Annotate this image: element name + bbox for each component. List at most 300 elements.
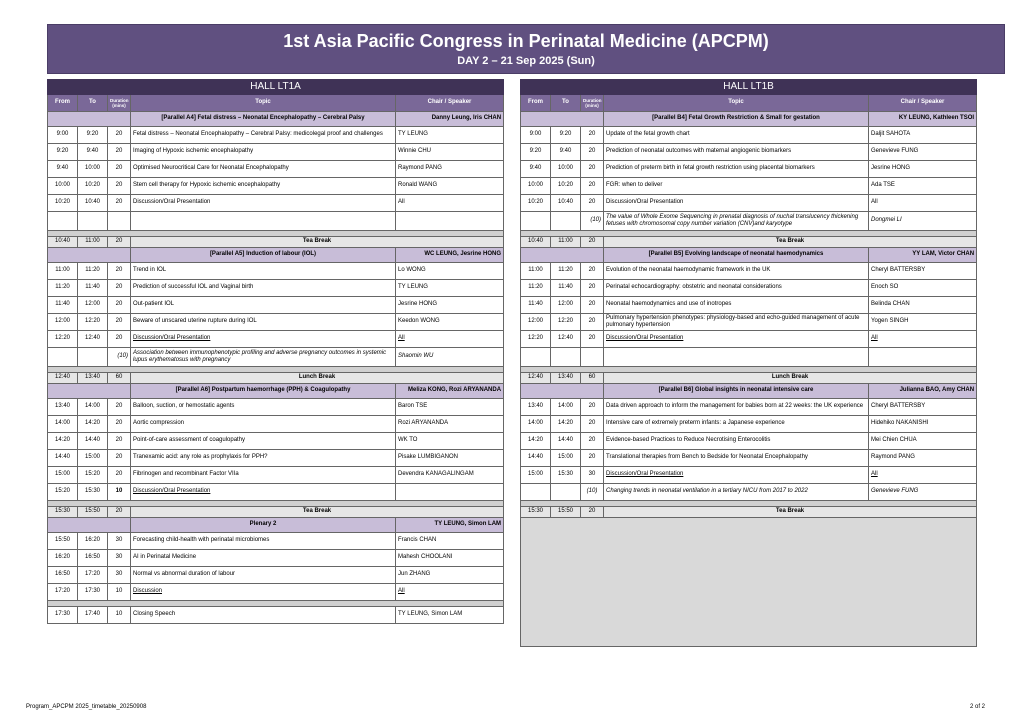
speaker xyxy=(396,484,504,501)
session-spacer xyxy=(521,384,604,399)
time-from: 15:30 xyxy=(48,507,78,518)
time-to: 12:20 xyxy=(78,314,108,331)
time-from: 14:00 xyxy=(48,416,78,433)
schedule-row xyxy=(48,384,504,399)
speaker: WK TO xyxy=(396,433,504,450)
break-label: Lunch Break xyxy=(131,373,504,384)
time-from: 15:00 xyxy=(48,467,78,484)
topic: Evolution of the neonatal haemodynamic framework in the UK xyxy=(604,263,869,280)
session-spacer xyxy=(521,248,604,263)
time-to: 14:40 xyxy=(78,433,108,450)
time-from: 11:20 xyxy=(48,280,78,297)
time-from: 15:00 xyxy=(521,467,551,484)
duration: 20 xyxy=(581,399,604,416)
hall-name: HALL LT1A xyxy=(48,80,504,95)
speaker: Mei Chien CHUA xyxy=(869,433,977,450)
time-to: 15:20 xyxy=(78,467,108,484)
page-title: 1st Asia Pacific Congress in Perinatal Medicine (APCPM) xyxy=(283,31,769,51)
duration: 20 xyxy=(108,144,131,161)
column-header-duration: Duration (mins) xyxy=(581,95,604,112)
duration: (10) xyxy=(108,348,131,367)
schedule-row xyxy=(521,178,977,195)
time-from: 17:20 xyxy=(48,584,78,601)
schedule-row xyxy=(521,507,977,518)
schedule-row xyxy=(48,467,504,484)
speaker: TY LEUNG, Simon LAM xyxy=(396,607,504,624)
time-to: 15:00 xyxy=(78,450,108,467)
speaker: Jesrine HONG xyxy=(396,297,504,314)
time-to: 16:50 xyxy=(78,550,108,567)
speaker: Shaomin WU xyxy=(396,348,504,367)
topic: Translational therapies from Bench to Bedside for Neonatal Encephalopathy xyxy=(604,450,869,467)
time-to: 11:20 xyxy=(551,263,581,280)
column-header-chair: Chair / Speaker xyxy=(869,95,977,112)
time-from: 14:20 xyxy=(48,433,78,450)
time-to: 17:40 xyxy=(78,607,108,624)
speaker: Genevieve FUNG xyxy=(869,484,977,501)
time-to: 10:00 xyxy=(551,161,581,178)
time-to: 11:20 xyxy=(78,263,108,280)
duration: 10 xyxy=(108,584,131,601)
column-header-from: From xyxy=(48,95,78,112)
schedule-row xyxy=(521,467,977,484)
topic: Discussion/Oral Presentation xyxy=(131,484,396,501)
speaker: Genevieve FUNG xyxy=(869,144,977,161)
column-header-to: To xyxy=(551,95,581,112)
time-from: 11:40 xyxy=(521,297,551,314)
speaker: Ada TSE xyxy=(869,178,977,195)
session-title: Plenary 2 xyxy=(131,518,396,533)
schedule-row xyxy=(521,248,977,263)
speaker: All xyxy=(396,331,504,348)
schedule-row xyxy=(521,484,977,501)
schedule-row xyxy=(521,280,977,297)
topic: Forecasting child-health with perinatal microbiomes xyxy=(131,533,396,550)
session-spacer xyxy=(48,248,131,263)
speaker: Raymond PANG xyxy=(869,450,977,467)
speaker: Raymond PANG xyxy=(396,161,504,178)
duration: 30 xyxy=(108,533,131,550)
time-to xyxy=(78,212,108,231)
topic: Discussion/Oral Presentation xyxy=(604,195,869,212)
time-from: 16:50 xyxy=(48,567,78,584)
schedule-row xyxy=(48,144,504,161)
topic: Closing Speech xyxy=(131,607,396,624)
session-chairs: WC LEUNG, Jesrine HONG xyxy=(396,248,504,263)
time-from: 11:40 xyxy=(48,297,78,314)
duration: 20 xyxy=(108,161,131,178)
session-chairs: YY LAM, Victor CHAN xyxy=(869,248,977,263)
schedule-row xyxy=(48,314,504,331)
column-header-topic: Topic xyxy=(131,95,396,112)
schedule-row xyxy=(521,331,977,348)
duration: 20 xyxy=(108,450,131,467)
duration: 20 xyxy=(581,507,604,518)
schedule-row xyxy=(521,416,977,433)
time-from: 15:30 xyxy=(521,507,551,518)
topic: Prediction of successful IOL and Vaginal birth xyxy=(131,280,396,297)
duration: 20 xyxy=(581,416,604,433)
speaker: TY LEUNG xyxy=(396,280,504,297)
schedule-row xyxy=(48,263,504,280)
duration: 20 xyxy=(108,507,131,518)
schedule-row xyxy=(521,112,977,127)
time-to: 11:00 xyxy=(551,237,581,248)
hall-name: HALL LT1B xyxy=(521,80,977,95)
page-banner xyxy=(47,24,1005,74)
topic: Beware of unscared uterine rupture during IOL xyxy=(131,314,396,331)
duration: 20 xyxy=(108,467,131,484)
schedule-row xyxy=(521,433,977,450)
duration: 30 xyxy=(108,550,131,567)
time-to: 9:20 xyxy=(551,127,581,144)
time-to: 10:40 xyxy=(551,195,581,212)
duration: 20 xyxy=(108,433,131,450)
schedule-row xyxy=(521,212,977,231)
speaker: Yogen SINGH xyxy=(869,314,977,331)
topic: Normal vs abnormal duration of labour xyxy=(131,567,396,584)
schedule-row xyxy=(48,507,504,518)
speaker: All xyxy=(396,584,504,601)
schedule-row xyxy=(521,399,977,416)
time-to: 10:00 xyxy=(78,161,108,178)
footer-filename: Program_APCPM 2025_timetable_20250908 xyxy=(26,704,147,710)
topic: Stem cell therapy for Hypoxic ischemic encephalopathy xyxy=(131,178,396,195)
time-to xyxy=(551,348,581,367)
time-from: 12:00 xyxy=(48,314,78,331)
time-to: 10:20 xyxy=(551,178,581,195)
duration: 30 xyxy=(108,567,131,584)
schedule-row xyxy=(521,297,977,314)
duration: 20 xyxy=(581,237,604,248)
time-from: 11:20 xyxy=(521,280,551,297)
schedule-row xyxy=(521,348,977,367)
session-title: [Parallel A4] Fetal distress – Neonatal Encephalopathy – Cerebral Palsy xyxy=(131,112,396,127)
speaker: Daljit SAHOTA xyxy=(869,127,977,144)
time-from: 12:20 xyxy=(48,331,78,348)
time-to: 9:40 xyxy=(551,144,581,161)
empty-area xyxy=(521,518,977,647)
schedule-row xyxy=(48,331,504,348)
column-header-to: To xyxy=(78,95,108,112)
time-to: 15:00 xyxy=(551,450,581,467)
schedule-row xyxy=(521,450,977,467)
speaker: Francis CHAN xyxy=(396,533,504,550)
duration: 20 xyxy=(581,280,604,297)
duration: 20 xyxy=(581,178,604,195)
session-title: [Parallel A6] Postpartum haemorrhage (PPH) & Coagulopathy xyxy=(131,384,396,399)
topic: Fetal distress – Neonatal Encephalopathy – Cerebral Palsy: medicolegal proof and challenges xyxy=(131,127,396,144)
break-label: Lunch Break xyxy=(604,373,977,384)
speaker: Jun ZHANG xyxy=(396,567,504,584)
session-spacer xyxy=(48,518,131,533)
time-to: 9:40 xyxy=(78,144,108,161)
time-from: 13:40 xyxy=(521,399,551,416)
duration: 20 xyxy=(108,263,131,280)
time-from: 15:20 xyxy=(48,484,78,501)
duration: 20 xyxy=(108,127,131,144)
schedule-row xyxy=(521,384,977,399)
time-from: 9:20 xyxy=(48,144,78,161)
column-header-from: From xyxy=(521,95,551,112)
time-to: 11:00 xyxy=(78,237,108,248)
duration: (10) xyxy=(581,484,604,501)
speaker: Mahesh CHOOLANI xyxy=(396,550,504,567)
topic xyxy=(604,348,869,367)
duration: 20 xyxy=(581,144,604,161)
topic: Trend in IOL xyxy=(131,263,396,280)
duration: 10 xyxy=(108,484,131,501)
time-from: 9:00 xyxy=(521,127,551,144)
duration xyxy=(108,212,131,231)
duration: 20 xyxy=(581,161,604,178)
time-from xyxy=(48,348,78,367)
topic: Prediction of neonatal outcomes with maternal angiogenic biomarkers xyxy=(604,144,869,161)
speaker: All xyxy=(869,467,977,484)
time-from: 11:00 xyxy=(48,263,78,280)
time-from: 9:40 xyxy=(48,161,78,178)
topic: Discussion/Oral Presentation xyxy=(131,331,396,348)
time-to: 10:20 xyxy=(78,178,108,195)
time-from: 10:20 xyxy=(48,195,78,212)
topic: Changing trends in neonatal ventilation in a tertiary NICU from 2017 to 2022 xyxy=(604,484,869,501)
schedule-row xyxy=(48,433,504,450)
time-to: 17:30 xyxy=(78,584,108,601)
schedule-row xyxy=(48,450,504,467)
schedule-row xyxy=(48,518,504,533)
topic: Balloon, suction, or hemostatic agents xyxy=(131,399,396,416)
time-to: 9:20 xyxy=(78,127,108,144)
topic: FGR: when to deliver xyxy=(604,178,869,195)
session-chairs: Danny Leung, Iris CHAN xyxy=(396,112,504,127)
speaker: Devendra KANAGALINGAM xyxy=(396,467,504,484)
time-to xyxy=(551,212,581,231)
schedule-row xyxy=(521,373,977,384)
session-chairs: Meliza KONG, Rozi ARYANANDA xyxy=(396,384,504,399)
topic: Tranexamic acid: any role as prophylaxis for PPH? xyxy=(131,450,396,467)
time-from xyxy=(48,212,78,231)
schedule-row xyxy=(521,263,977,280)
topic: Evidence-based Practices to Reduce Necrotising Enterocolitis xyxy=(604,433,869,450)
speaker: All xyxy=(869,195,977,212)
column-header-topic: Topic xyxy=(604,95,869,112)
schedule-row xyxy=(48,212,504,231)
time-from xyxy=(521,212,551,231)
schedule-row xyxy=(48,484,504,501)
duration: 20 xyxy=(581,297,604,314)
topic: Discussion/Oral Presentation xyxy=(131,195,396,212)
duration: 20 xyxy=(108,280,131,297)
schedule-row xyxy=(521,518,977,647)
time-from: 12:40 xyxy=(48,373,78,384)
duration: 30 xyxy=(581,467,604,484)
duration xyxy=(581,348,604,367)
speaker: Winnie CHU xyxy=(396,144,504,161)
session-chairs: Julianna BAO, Amy CHAN xyxy=(869,384,977,399)
column-header-chair: Chair / Speaker xyxy=(396,95,504,112)
topic: Neonatal haemodynamics and use of inotropes xyxy=(604,297,869,314)
time-to: 12:40 xyxy=(78,331,108,348)
speaker: Cheryl BATTERSBY xyxy=(869,399,977,416)
schedule-row xyxy=(48,416,504,433)
time-from: 16:20 xyxy=(48,550,78,567)
time-to: 14:00 xyxy=(551,399,581,416)
time-to: 14:20 xyxy=(551,416,581,433)
time-from xyxy=(521,484,551,501)
duration: 20 xyxy=(581,314,604,331)
session-title: [Parallel A5] Induction of labour (IOL) xyxy=(131,248,396,263)
topic: Point-of-care assessment of coagulopathy xyxy=(131,433,396,450)
page-subtitle: DAY 2 – 21 Sep 2025 (Sun) xyxy=(457,55,595,67)
time-from: 10:20 xyxy=(521,195,551,212)
topic: Aortic compression xyxy=(131,416,396,433)
time-to: 11:40 xyxy=(551,280,581,297)
speaker: Enoch SO xyxy=(869,280,977,297)
time-from: 10:00 xyxy=(521,178,551,195)
time-to xyxy=(78,348,108,367)
duration: 20 xyxy=(108,297,131,314)
duration: 20 xyxy=(108,178,131,195)
time-from: 9:00 xyxy=(48,127,78,144)
duration: 20 xyxy=(581,433,604,450)
topic: Data driven approach to inform the management for babies born at 22 weeks: the UK experience xyxy=(604,399,869,416)
time-from: 13:40 xyxy=(48,399,78,416)
schedule-row xyxy=(521,314,977,331)
time-from: 9:40 xyxy=(521,161,551,178)
speaker: Belinda CHAN xyxy=(869,297,977,314)
duration: 20 xyxy=(581,331,604,348)
speaker: Lo WONG xyxy=(396,263,504,280)
schedule-row xyxy=(48,248,504,263)
time-from: 14:40 xyxy=(521,450,551,467)
time-from: 17:30 xyxy=(48,607,78,624)
session-title: [Parallel B4] Fetal Growth Restriction & Small for gestation xyxy=(604,112,869,127)
schedule-row xyxy=(48,280,504,297)
time-from: 14:00 xyxy=(521,416,551,433)
topic: Discussion/Oral Presentation xyxy=(604,331,869,348)
schedule-row xyxy=(48,112,504,127)
speaker: All xyxy=(396,195,504,212)
hall-table-lt1b xyxy=(520,79,977,647)
topic: Perinatal echocardiography: obstetric and neonatal considerations xyxy=(604,280,869,297)
schedule-row xyxy=(521,144,977,161)
break-label: Tea Break xyxy=(131,237,504,248)
hall-table-lt1a xyxy=(47,79,504,624)
duration: 20 xyxy=(108,399,131,416)
topic: Out-patient IOL xyxy=(131,297,396,314)
topic xyxy=(131,212,396,231)
session-spacer xyxy=(48,384,131,399)
time-to: 12:40 xyxy=(551,331,581,348)
schedule-row xyxy=(48,607,504,624)
duration: 20 xyxy=(108,237,131,248)
schedule-row xyxy=(48,533,504,550)
speaker: Rozi ARYANANDA xyxy=(396,416,504,433)
topic: Pulmonary hypertension phenotypes: physiology-based and echo-guided management of acute pulmonary hypertension xyxy=(604,314,869,331)
topic: AI in Perinatal Medicine xyxy=(131,550,396,567)
time-to: 17:20 xyxy=(78,567,108,584)
speaker: Pisake LUMBIGANON xyxy=(396,450,504,467)
session-title: [Parallel B5] Evolving landscape of neonatal haemodynamics xyxy=(604,248,869,263)
time-to: 15:30 xyxy=(551,467,581,484)
schedule-row xyxy=(48,297,504,314)
time-from: 12:20 xyxy=(521,331,551,348)
break-label: Tea Break xyxy=(604,507,977,518)
speaker: Baron TSE xyxy=(396,399,504,416)
topic: Update of the fetal growth chart xyxy=(604,127,869,144)
time-from: 12:00 xyxy=(521,314,551,331)
time-to: 14:00 xyxy=(78,399,108,416)
schedule-row xyxy=(521,195,977,212)
duration: 20 xyxy=(581,195,604,212)
time-to: 13:40 xyxy=(78,373,108,384)
break-label: Tea Break xyxy=(604,237,977,248)
time-from: 15:50 xyxy=(48,533,78,550)
duration: 60 xyxy=(108,373,131,384)
topic: Imaging of Hypoxic ischemic encephalopathy xyxy=(131,144,396,161)
duration: 20 xyxy=(581,263,604,280)
topic: Intensive care of extremely preterm infants: a Japanese experience xyxy=(604,416,869,433)
time-to: 12:00 xyxy=(78,297,108,314)
time-to: 11:40 xyxy=(78,280,108,297)
time-to: 12:00 xyxy=(551,297,581,314)
break-label: Tea Break xyxy=(131,507,504,518)
time-from: 10:40 xyxy=(521,237,551,248)
time-to xyxy=(551,484,581,501)
time-to: 14:40 xyxy=(551,433,581,450)
duration: 20 xyxy=(108,416,131,433)
time-to: 15:50 xyxy=(551,507,581,518)
topic: Discussion/Oral Presentation xyxy=(604,467,869,484)
time-from: 11:00 xyxy=(521,263,551,280)
speaker: Dongmei LI xyxy=(869,212,977,231)
duration: 20 xyxy=(108,314,131,331)
schedule-row xyxy=(48,567,504,584)
schedule-row xyxy=(521,237,977,248)
time-to: 15:50 xyxy=(78,507,108,518)
duration: 20 xyxy=(581,127,604,144)
time-from xyxy=(521,348,551,367)
session-spacer xyxy=(48,112,131,127)
schedule-row xyxy=(521,127,977,144)
schedule-row xyxy=(48,584,504,601)
topic: Optimised Neurocritical Care for Neonatal Encephalopathy xyxy=(131,161,396,178)
session-spacer xyxy=(521,112,604,127)
time-from: 12:40 xyxy=(521,373,551,384)
duration: 60 xyxy=(581,373,604,384)
speaker xyxy=(869,348,977,367)
time-from: 9:20 xyxy=(521,144,551,161)
time-to: 16:20 xyxy=(78,533,108,550)
topic: Association between immunophenotypic profiling and adverse pregnancy outcomes in systemic lupus erythematosus with pregnancy xyxy=(131,348,396,367)
footer-page-number: 2 of 2 xyxy=(970,704,986,710)
schedule-row xyxy=(48,399,504,416)
schedule-row xyxy=(48,373,504,384)
time-to: 15:30 xyxy=(78,484,108,501)
time-to: 13:40 xyxy=(551,373,581,384)
speaker: All xyxy=(869,331,977,348)
speaker: Ronald WANG xyxy=(396,178,504,195)
schedule-row xyxy=(48,348,504,367)
time-to: 14:20 xyxy=(78,416,108,433)
session-chairs: KY LEUNG, Kathleen TSOI xyxy=(869,112,977,127)
speaker: Keedon WONG xyxy=(396,314,504,331)
topic: The value of Whole Exome Sequencing in prenatal diagnosis of nuchal translucency thickening fetuses with chromosomal copy number variation (CNV)and karyotype xyxy=(604,212,869,231)
topic: Fibrinogen and recombinant Factor VIIa xyxy=(131,467,396,484)
duration: 20 xyxy=(581,450,604,467)
schedule-row xyxy=(521,161,977,178)
schedule-row xyxy=(48,550,504,567)
